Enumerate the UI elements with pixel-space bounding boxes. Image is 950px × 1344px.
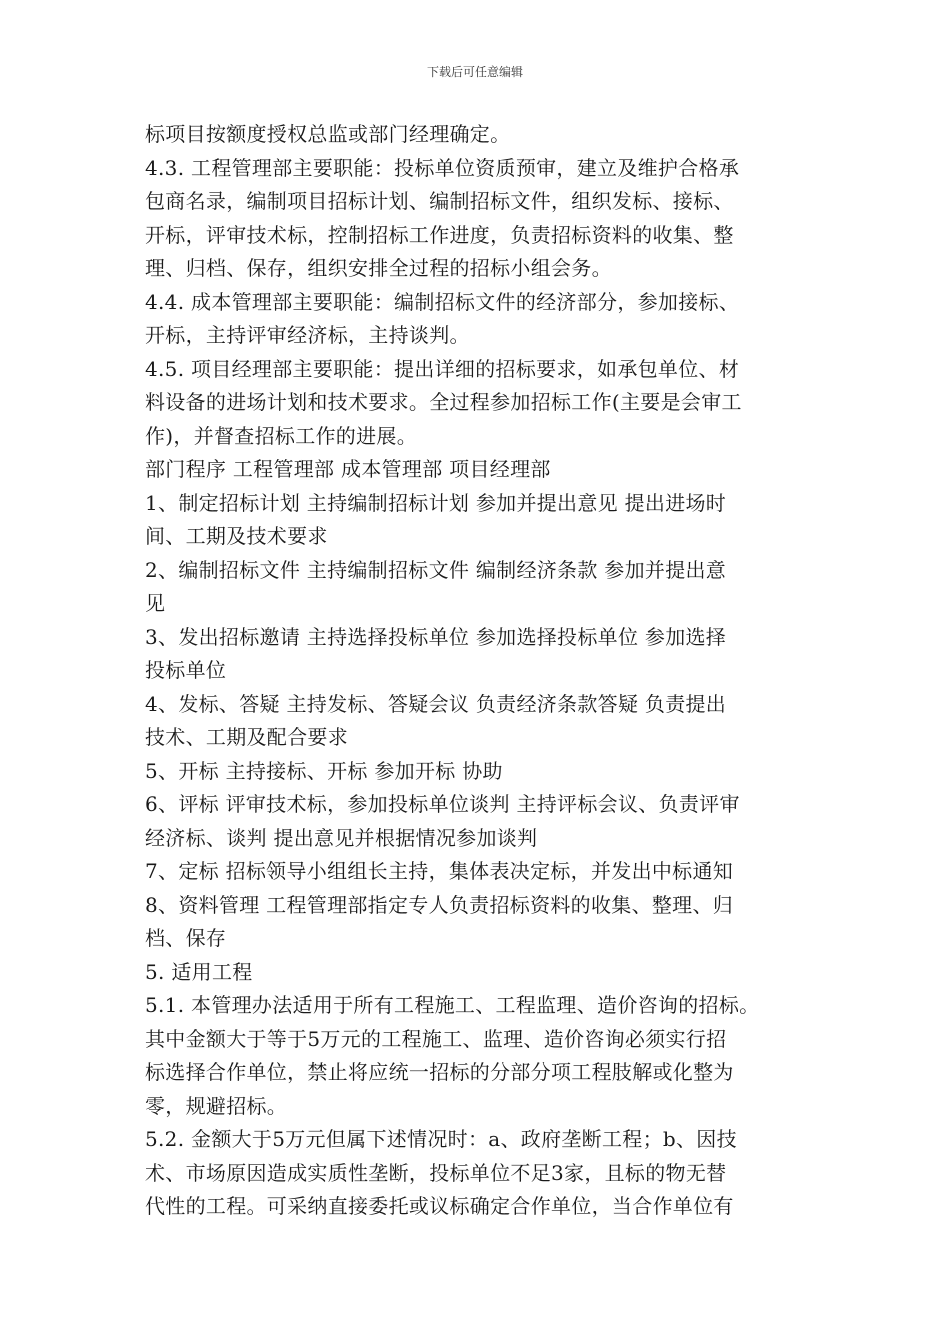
text-line: 7、定标 招标领导小组组长主持，集体表决定标，并发出中标通知: [145, 859, 734, 883]
text-line: 4、发标、答疑 主持发标、答疑会议 负责经济条款答疑 负责提出: [145, 691, 727, 716]
text-line: 料设备的进场计划和技术要求。全过程参加招标工作(主要是会审工: [145, 390, 742, 414]
text-line: 4.4. 成本管理部主要职能：编制招标文件的经济部分，参加接标、: [145, 289, 740, 314]
text-line: 投标单位: [145, 658, 227, 682]
text-line: 标选择合作单位，禁止将应统一招标的分部分项工程肢解或化整为: [145, 1060, 734, 1084]
text-line: 2、编制招标文件 主持编制招标文件 编制经济条款 参加并提出意: [145, 557, 727, 582]
text-line: 3、发出招标邀请 主持选择投标单位 参加选择投标单位 参加选择: [145, 624, 727, 649]
text-line: 开标，评审技术标，控制招标工作进度，负责招标资料的收集、整: [145, 222, 734, 247]
text-line: 其中金额大于等于5万元的工程施工、监理、造价咨询必须实行招: [145, 1026, 727, 1051]
text-line: 标项目按额度授权总监或部门经理确定。: [145, 122, 511, 146]
text-line: 5、开标 主持接标、开标 参加开标 协助: [145, 758, 503, 783]
document-body: [145, 118, 835, 1224]
text-line: 零，规避招标。: [145, 1093, 288, 1118]
text-line: 8、资料管理 工程管理部指定专人负责招标资料的收集、整理、归: [145, 892, 734, 917]
text-line: 经济标、谈判 提出意见并根据情况参加谈判: [145, 825, 538, 850]
text-line: 开标，主持评审经济标，主持谈判。: [145, 323, 470, 347]
text-line: 作)，并督查招标工作的进展。: [145, 423, 418, 448]
text-line: 5.2. 金额大于5万元但属下述情况时：a、政府垄断工程；b、因技: [145, 1127, 737, 1151]
text-line: 理、归档、保存，组织安排全过程的招标小组会务。: [145, 256, 612, 280]
page-header-note: 下载后可任意编辑: [426, 65, 523, 79]
text-line: 包商名录，编制项目招标计划、编制招标文件，组织发标、接标、: [145, 189, 734, 213]
text-line: 间、工期及技术要求: [145, 524, 328, 548]
text-line: 档、保存: [145, 926, 227, 950]
text-line: 1、制定招标计划 主持编制招标计划 参加并提出意见 提出进场时: [145, 490, 727, 515]
text-line: 4.3. 工程管理部主要职能：投标单位资质预审，建立及维护合格承: [145, 155, 740, 180]
text-line: 5.1. 本管理办法适用于所有工程施工、工程监理、造价咨询的招标。: [145, 993, 760, 1017]
text-line: 部门程序 工程管理部 成本管理部 项目经理部: [145, 457, 551, 481]
text-line: 6、评标 评审技术标，参加投标单位谈判 主持评标会议、负责评审: [145, 792, 740, 816]
text-line: 见: [145, 591, 166, 615]
text-line: 4.5. 项目经理部主要职能：提出详细的招标要求，如承包单位、材: [145, 356, 740, 381]
text-line: 代性的工程。可采纳直接委托或议标确定合作单位，当合作单位有: [145, 1194, 734, 1218]
text-line: 5. 适用工程: [145, 959, 253, 984]
text-line: 术、市场原因造成实质性垄断，投标单位不足3家，且标的物无替: [145, 1160, 727, 1185]
text-line: 技术、工期及配合要求: [145, 725, 348, 749]
